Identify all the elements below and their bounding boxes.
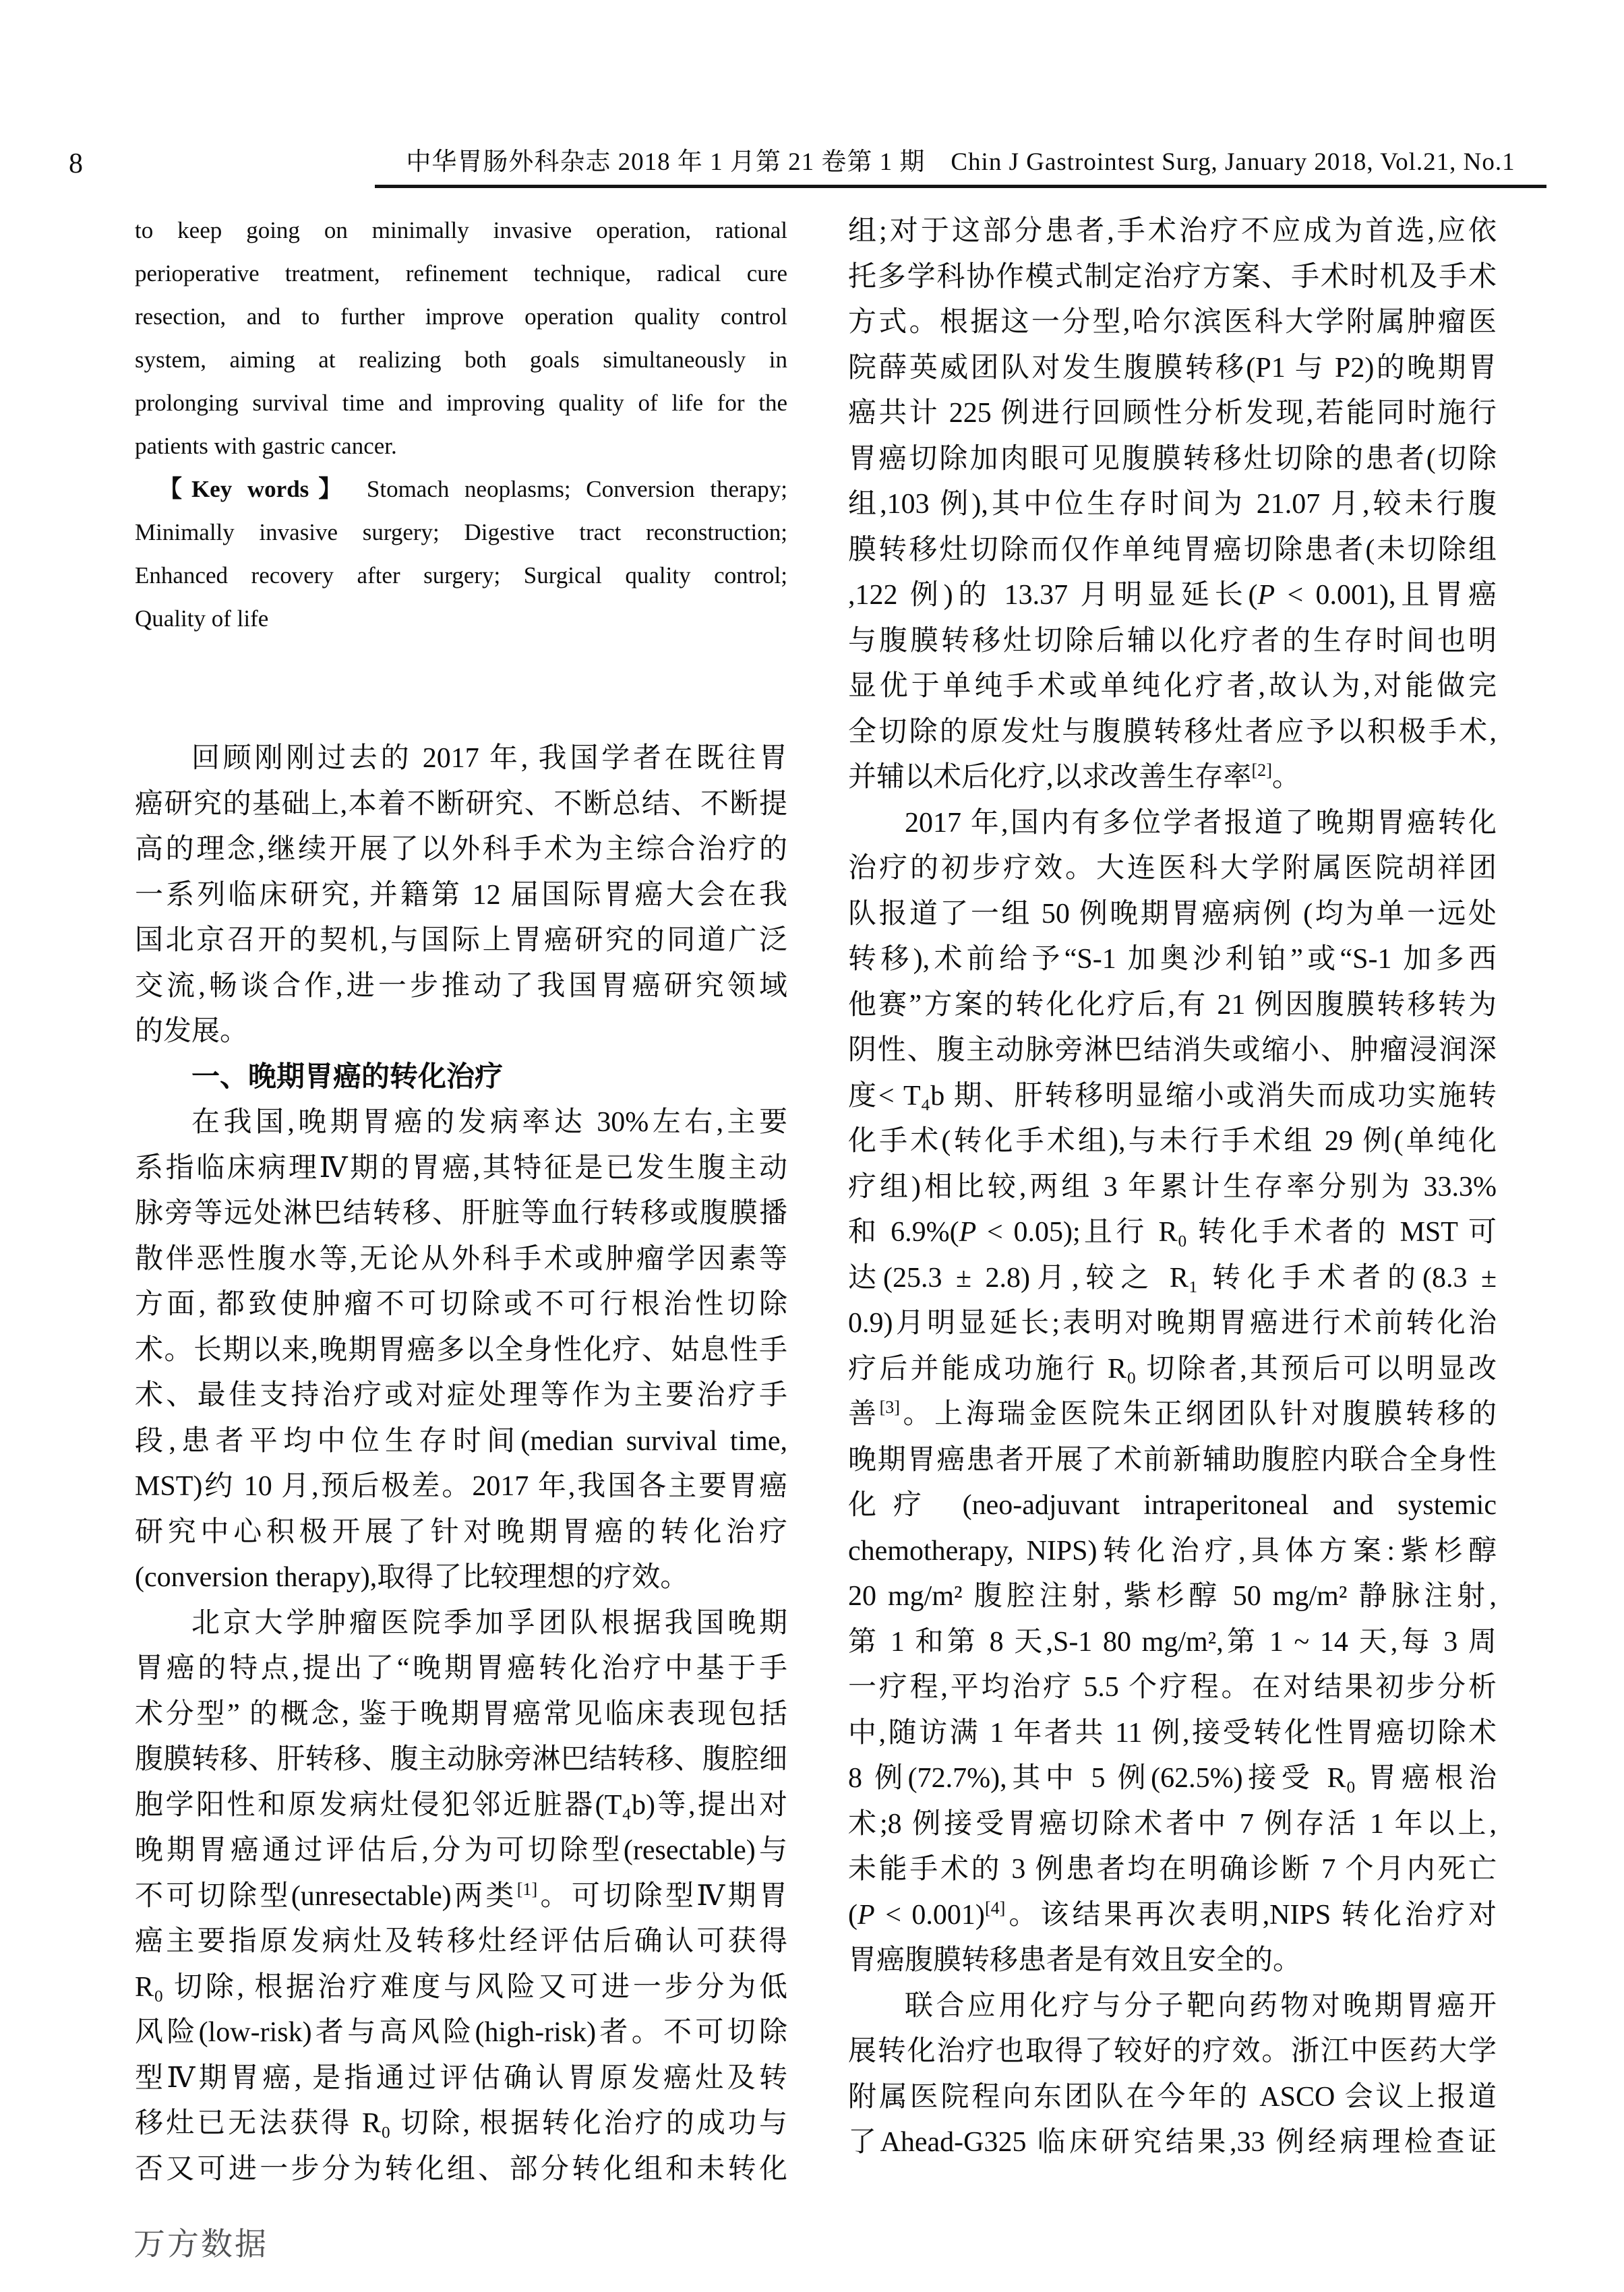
- text-line: 一、晚期胃癌的转化治疗: [191, 1061, 504, 1093]
- text-line: 一系列临床研究, 并籍第 12 届国际胃癌大会在我: [135, 879, 787, 911]
- text-line: chemotherapy, NIPS)转化治疗,具体方案:紫杉醇: [848, 1535, 1497, 1567]
- text-line: 国北京召开的契机,与国际上胃癌研究的同道广泛: [135, 925, 787, 956]
- text-line: resection, and to further improve operation quality control: [135, 303, 787, 330]
- text-line: prolonging survival time and improving quality of life for the: [135, 390, 787, 416]
- text-line: 研究中心积极开展了针对晚期胃癌的转化治疗: [135, 1516, 787, 1548]
- text-line: 疗后并能成功施行 R₀ 切除者,其预后可以明显改: [848, 1353, 1497, 1385]
- journal-header: 中华胃肠外科杂志 2018 年 1 月第 21 卷第 1 期 Chin J Gastrointest Surg, January 2018, Vol.21, No.1: [375, 144, 1546, 188]
- text-line: 中,随访满 1 年者共 11 例,接受转化性胃癌切除术: [848, 1717, 1497, 1749]
- text-line: MST)约 10 月,预后极差。2017 年,我国各主要胃癌: [135, 1471, 787, 1502]
- page-number: 8: [69, 148, 83, 179]
- text-line: perioperative treatment, refinement technique, radical cure: [135, 260, 787, 286]
- text-line: 展转化治疗也取得了较好的疗效。浙江中医药大学: [848, 2036, 1497, 2067]
- text-line: 未能手术的 3 例患者均在明确诊断 7 个月内死亡: [848, 1854, 1497, 1885]
- text-line: 方式。根据这一分型,哈尔滨医科大学附属肿瘤医: [848, 307, 1497, 338]
- text-line: 方面, 都致使肿瘤不可切除或不可行根治性切除: [135, 1289, 787, 1320]
- text-line: 联合应用化疗与分子靶向药物对晚期胃癌开: [905, 1990, 1497, 2022]
- text-line: 系指临床病理Ⅳ期的胃癌,其特征是已发生腹主动: [135, 1152, 787, 1184]
- paragraph: [848, 1984, 1497, 2166]
- right-column: [848, 209, 1497, 2166]
- text-line: 脉旁等远处淋巴结转移、肝脏等血行转移或腹膜播: [135, 1198, 787, 1229]
- text-line: 风险(low-risk)者与高风险(high-risk)者。不可切除: [135, 2017, 787, 2048]
- text-line: ,122 例)的 13.37 月明显延长(P < 0.001),且胃癌: [848, 580, 1497, 611]
- text-line: (conversion therapy),取得了比较理想的疗效。: [135, 1562, 689, 1593]
- text-line: (P < 0.001)[4]。该结果再次表明,NIPS 转化治疗对: [848, 1898, 1497, 1931]
- section-heading: [135, 1055, 787, 1101]
- text-line: 的发展。: [135, 1016, 249, 1047]
- text-line: 化疗 (neo-adjuvant intraperitoneal and systemic: [848, 1490, 1497, 1521]
- text-line: 度< T₄b 期、肝转移明显缩小或消失而成功实施转: [848, 1080, 1497, 1112]
- text-line: 术。长期以来,晚期胃癌多以全身性化疗、姑息性手: [135, 1334, 787, 1366]
- wanfang-watermark: 万方数据: [133, 2226, 268, 2262]
- text-line: 第 1 和第 8 天,S-1 80 mg/m²,第 1 ~ 14 天,每 3 周: [848, 1626, 1497, 1658]
- paragraph: [848, 801, 1497, 1984]
- text-line: 否又可进一步分为转化组、部分转化组和未转化: [135, 2153, 787, 2185]
- text-line: 一疗程,平均治疗 5.5 个疗程。在对结果初步分析: [848, 1672, 1497, 1703]
- paragraph: [848, 209, 1497, 801]
- text-line: 托多学科协作模式制定治疗方案、手术时机及手术: [848, 261, 1497, 293]
- text-line: 他赛”方案的转化化疗后,有 21 例因腹膜转移转为: [848, 989, 1497, 1021]
- text-line: 与腹膜转移灶切除后辅以化疗者的生存时间也明: [848, 625, 1497, 657]
- text-line: Quality of life: [135, 605, 269, 632]
- text-line: 术、最佳支持治疗或对症处理等作为主要治疗手: [135, 1380, 787, 1411]
- text-line: 院薛英威团队对发生腹膜转移(P1 与 P2)的晚期胃: [848, 352, 1497, 384]
- text-line: 善[3]。上海瑞金医院朱正纲团队针对腹膜转移的: [848, 1397, 1497, 1430]
- text-line: to keep going on minimally invasive operation, rational: [135, 217, 787, 243]
- text-line: 胃癌腹膜转移患者是有效且安全的。: [848, 1945, 1302, 1976]
- text-line: patients with gastric cancer.: [135, 433, 397, 459]
- text-line: Minimally invasive surgery; Digestive tract reconstruction;: [135, 519, 787, 545]
- text-line: 达(25.3 ± 2.8)月,较之 R₁ 转化手术者的(8.3 ±: [848, 1262, 1497, 1294]
- text-line: 2017 年,国内有多位学者报道了晚期胃癌转化: [905, 807, 1497, 839]
- text-line: 0.9)月明显延长;表明对晚期胃癌进行术前转化治: [848, 1308, 1497, 1339]
- text-line: 胃癌切除加肉眼可见腹膜转移灶切除的患者(切除: [848, 443, 1497, 475]
- text-line: 术分型” 的概念, 鉴于晚期胃癌常见临床表现包括: [135, 1698, 787, 1730]
- text-line: 癌共计 225 例进行回顾性分析发现,若能同时施行: [848, 398, 1497, 429]
- text-line: 膜转移灶切除而仅作单纯胃癌切除患者(未切除组: [848, 534, 1497, 566]
- text-line: 化手术(转化手术组),与未行手术组 29 例(单纯化: [848, 1126, 1497, 1157]
- text-line: 晚期胃癌通过评估后,分为可切除型(resectable)与: [135, 1835, 787, 1866]
- text-line: 疗组)相比较,两组 3 年累计生存率分别为 33.3%: [848, 1171, 1497, 1203]
- paragraph: [135, 736, 787, 1055]
- text-line: 回顾刚刚过去的 2017 年, 我国学者在既往胃: [191, 743, 787, 774]
- left-column: [135, 209, 787, 2192]
- text-line: 转移),术前给予“S-1 加奥沙利铂”或“S-1 加多西: [848, 944, 1497, 975]
- text-line: 和 6.9%(P < 0.05);且行 R₀ 转化手术者的 MST 可: [848, 1217, 1497, 1248]
- text-line: 组;对于这部分患者,手术治疗不应成为首选,应依: [848, 216, 1497, 247]
- text-line: 交流,畅谈合作,进一步推动了我国胃癌研究领域: [135, 970, 787, 1002]
- text-line: 阴性、腹主动脉旁淋巴结消失或缩小、肿瘤浸润深: [848, 1035, 1497, 1066]
- text-line: 并辅以术后化疗,以求改善生存率[2]。: [848, 760, 1300, 793]
- text-line: 全切除的原发灶与腹膜转移灶者应予以积极手术,: [848, 716, 1497, 748]
- text-line: Enhanced recovery after surgery; Surgical quality control;: [135, 562, 787, 589]
- text-line: 型Ⅳ期胃癌, 是指通过评估确认胃原发癌灶及转: [135, 2062, 787, 2094]
- text-line: 了Ahead-G325 临床研究结果,33 例经病理检查证: [848, 2127, 1497, 2158]
- text-line: R₀ 切除, 根据治疗难度与风险又可进一步分为低: [135, 1971, 787, 2003]
- text-line: 不可切除型(unresectable)两类[1]。可切除型Ⅳ期胃: [135, 1879, 787, 1912]
- text-line: 20 mg/m² 腹腔注射, 紫杉醇 50 mg/m² 静脉注射,: [848, 1581, 1497, 1612]
- text-line: 散伴恶性腹水等,无论从外科手术或肿瘤学因素等: [135, 1243, 787, 1275]
- paragraph: [135, 209, 787, 468]
- text-line: system, aiming at realizing both goals simultaneously in: [135, 346, 787, 373]
- text-line: 附属医院程向东团队在今年的 ASCO 会议上报道: [848, 2081, 1497, 2113]
- text-line: 癌研究的基础上,本着不断研究、不断总结、不断提: [135, 788, 787, 820]
- text-line: 队报道了一组 50 例晚期胃癌病例 (均为单一远处: [848, 898, 1497, 930]
- text-line: 显优于单纯手术或单纯化疗者,故认为,对能做完: [848, 671, 1497, 702]
- text-line: 8 例(72.7%),其中 5 例(62.5%)接受 R₀ 胃癌根治: [848, 1763, 1497, 1794]
- column-gap: [135, 640, 787, 736]
- text-line: 腹膜转移、肝转移、腹主动脉旁淋巴结转移、腹腔细: [135, 1744, 787, 1775]
- text-line: 治疗的初步疗效。大连医科大学附属医院胡祥团: [848, 853, 1497, 884]
- text-line: 术;8 例接受胃癌切除术者中 7 例存活 1 年以上,: [848, 1808, 1497, 1840]
- text-line: 移灶已无法获得 R₀ 切除, 根据转化治疗的成功与: [135, 2108, 787, 2139]
- paragraph: [135, 468, 787, 640]
- text-line: 段,患者平均中位生存时间(median survival time,: [135, 1425, 787, 1457]
- text-line: 【Key words】 Stomach neoplasms; Conversion therapy;: [158, 476, 787, 502]
- text-line: 在我国,晚期胃癌的发病率达 30%左右,主要: [191, 1107, 787, 1138]
- text-line: 高的理念,继续开展了以外科手术为主综合治疗的: [135, 834, 787, 865]
- text-line: 北京大学肿瘤医院季加孚团队根据我国晚期: [191, 1607, 787, 1639]
- text-line: 晚期胃癌患者开展了术前新辅助腹腔内联合全身性: [848, 1444, 1497, 1476]
- paragraph: [135, 1100, 787, 1601]
- text-line: 胞学阳性和原发病灶侵犯邻近脏器(T₄b)等,提出对: [135, 1789, 787, 1821]
- text-line: 癌主要指原发病灶及转移灶经评估后确认可获得: [135, 1926, 787, 1957]
- paragraph: [135, 1601, 787, 2193]
- text-line: 组,103 例),其中位生存时间为 21.07 月,较未行腹: [848, 489, 1497, 520]
- text-line: 胃癌的特点,提出了“晚期胃癌转化治疗中基于手: [135, 1653, 787, 1684]
